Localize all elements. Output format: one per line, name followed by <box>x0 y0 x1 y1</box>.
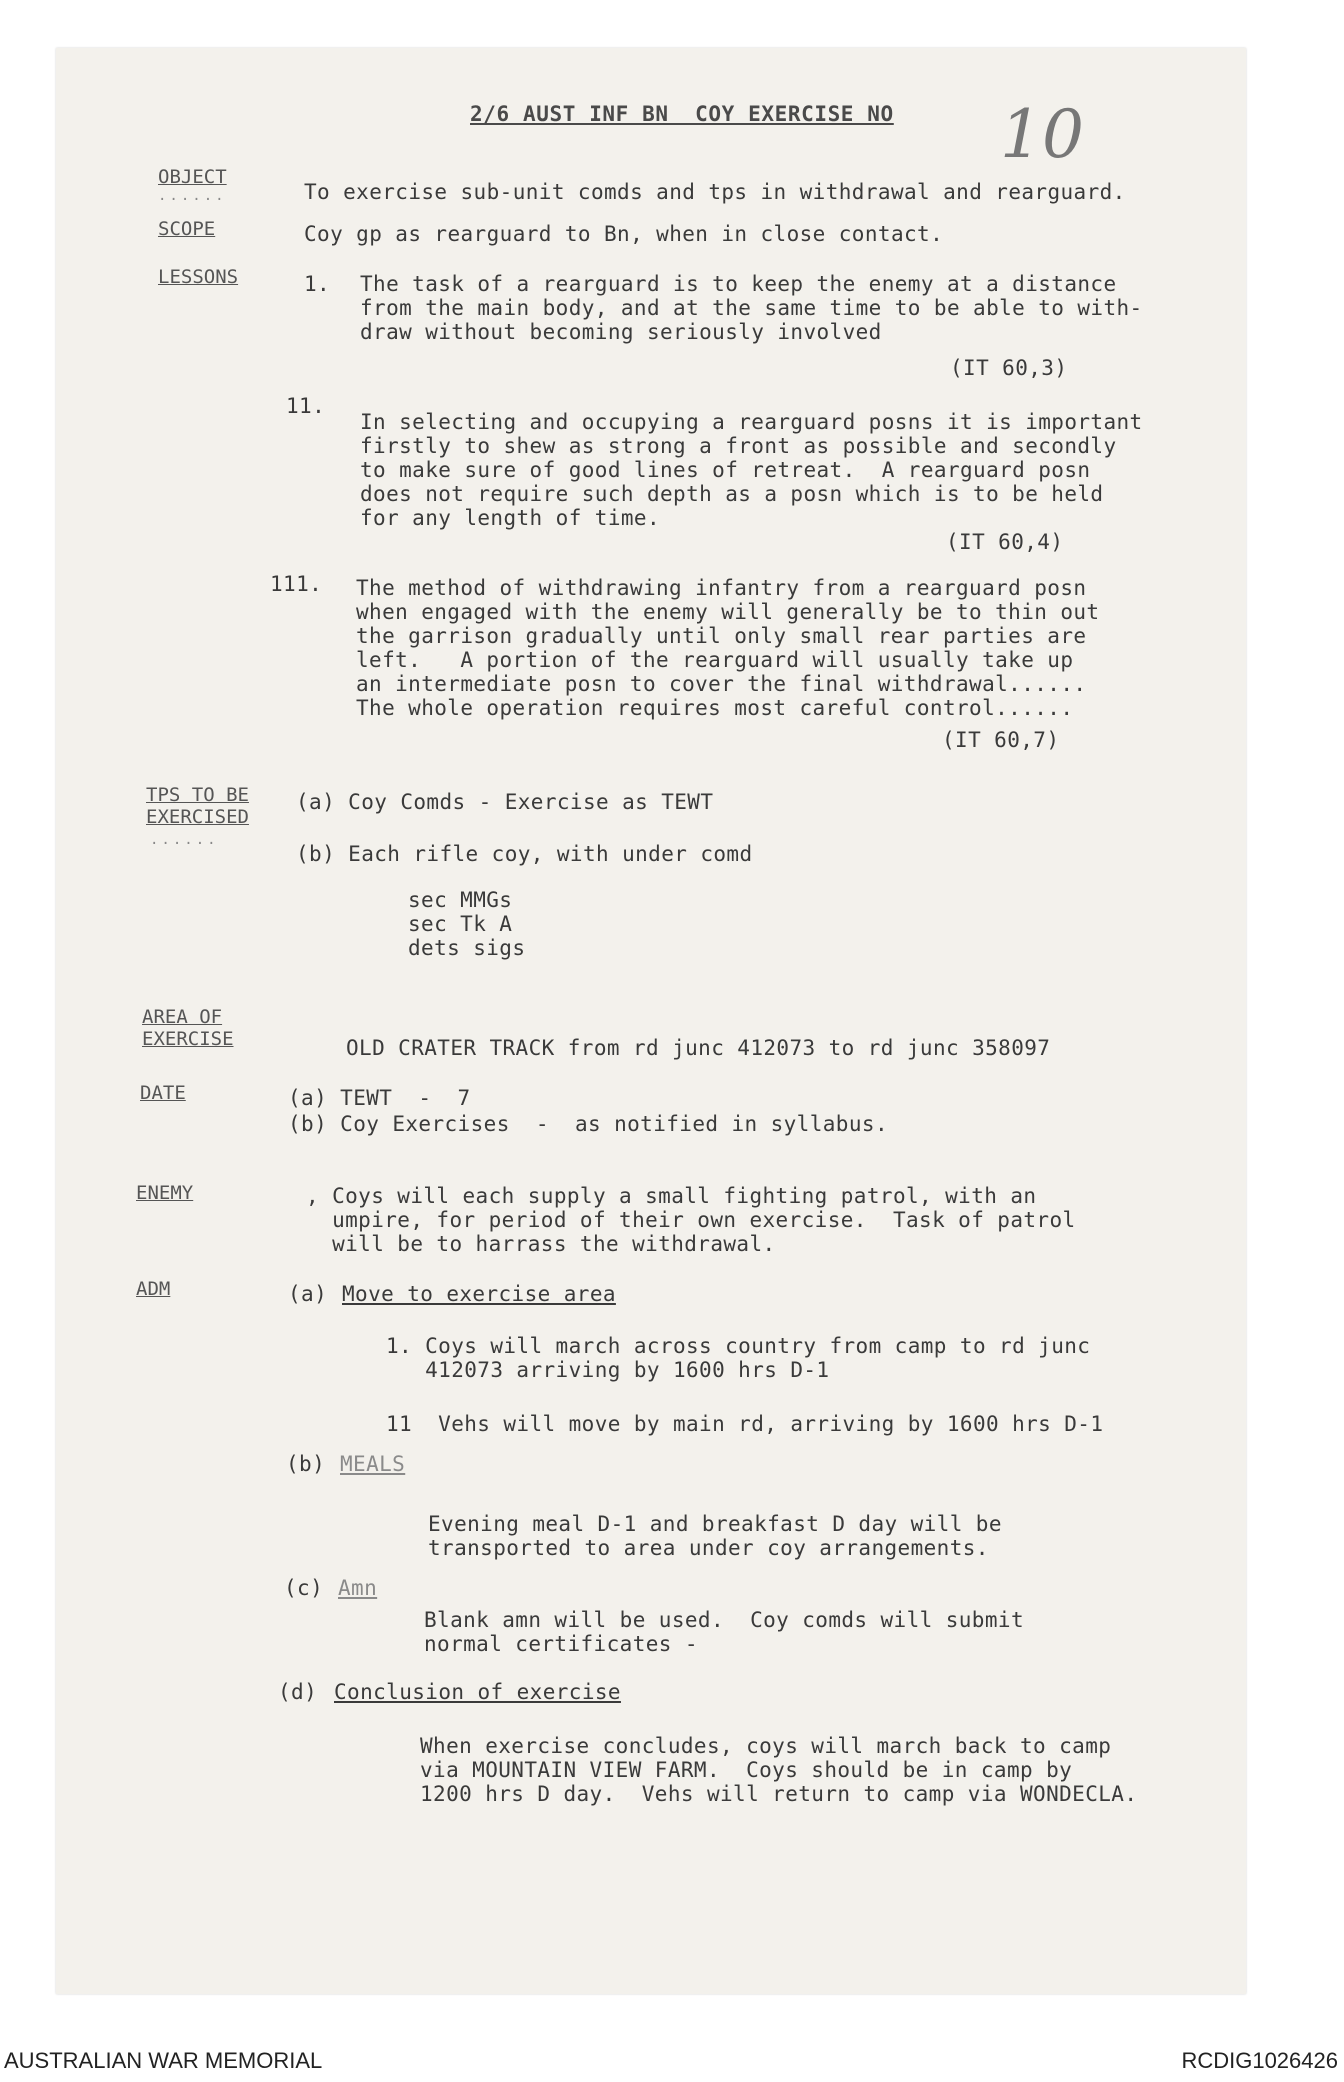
adm-a-item-11: 11 Vehs will move by main rd, arriving by 1600 hrs D-1 <box>386 1412 1104 1436</box>
area-label: EXERCISE <box>142 1028 234 1050</box>
adm-d-text: When exercise concludes, coys will march back to camp via MOUNTAIN VIEW FARM. Coys should be in camp by 1200 hrs D day. Vehs will return to camp via WONDECLA. <box>420 1734 1138 1806</box>
object-label: OBJECT <box>158 166 227 188</box>
adm-d-number: (d) <box>278 1680 318 1704</box>
divider-dots: ...... <box>150 832 219 848</box>
adm-b-text: Evening meal D-1 and breakfast D day will be transported to area under coy arrangements. <box>428 1512 1002 1560</box>
date-label: DATE <box>140 1082 186 1104</box>
object-text: To exercise sub-unit comds and tps in withdrawal and rearguard. <box>304 180 1126 204</box>
lessons-label: LESSONS <box>158 266 239 288</box>
enemy-text: , Coys will each supply a small fighting patrol, with an umpire, for period of their own exercise. Task of patrol will be to harrass the withdrawal. <box>306 1184 1076 1256</box>
enemy-label: ENEMY <box>136 1182 194 1204</box>
footer-reference-id: RCDIG1026426 <box>1181 2048 1338 2073</box>
adm-a-title: Move to exercise area <box>342 1282 616 1306</box>
lesson-text: The method of withdrawing infantry from a rearguard posn when engaged with the enemy will generally be to thin out the garrison gradually until only small rear parties are left. A portion of the rearguard will usually take up an intermediate posn to cover the final withdrawal...... The whole operation requires most careful control...... <box>356 576 1100 720</box>
document-title: 2/6 AUST INF BN COY EXERCISE NO <box>470 102 894 126</box>
date-item-a: (a) TEWT - 7 <box>288 1086 471 1110</box>
tps-sub-list: sec MMGs sec Tk A dets sigs <box>408 888 526 960</box>
adm-a-item-1: 1. Coys will march across country from camp to rd junc 412073 arriving by 1600 hrs D-1 <box>386 1334 1091 1382</box>
tps-label: TPS TO BE <box>146 784 249 806</box>
adm-a-number: (a) <box>288 1282 328 1306</box>
lesson-reference: (IT 60,3) <box>950 356 1068 380</box>
scope-label: SCOPE <box>158 218 216 240</box>
lesson-reference: (IT 60,4) <box>946 530 1064 554</box>
adm-d-title: Conclusion of exercise <box>334 1680 621 1704</box>
tps-item-b: (b) Each rifle coy, with under comd <box>296 842 753 866</box>
adm-b-title: MEALS <box>340 1452 406 1476</box>
lesson-text: The task of a rearguard is to keep the enemy at a distance from the main body, and at the same time to be able to with- draw without becoming seriously involved <box>360 272 1143 344</box>
adm-label: ADM <box>136 1278 171 1300</box>
tps-item-a: (a) Coy Comds - Exercise as TEWT <box>296 790 714 814</box>
date-item-b: (b) Coy Exercises - as notified in syllabus. <box>288 1112 888 1136</box>
footer-source: AUSTRALIAN WAR MEMORIAL <box>4 2048 323 2073</box>
handwritten-number: 10 <box>1000 96 1084 173</box>
lesson-number: 111. <box>270 572 323 596</box>
adm-c-title: Amn <box>338 1576 378 1600</box>
divider-dots: ...... <box>158 188 227 204</box>
lesson-text: In selecting and occupying a rearguard posns it is important firstly to shew as strong a front as possible and secondly to make sure of good lines of retreat. A rearguard posn does not require such depth as a posn which is to be held for any length of time. <box>360 410 1143 530</box>
lesson-number: 1. <box>304 272 331 296</box>
tps-label: EXERCISED <box>146 806 249 828</box>
adm-c-number: (c) <box>284 1576 324 1600</box>
lesson-number: 11. <box>286 394 326 418</box>
adm-c-text: Blank amn will be used. Coy comds will submit normal certificates - <box>424 1608 1024 1656</box>
lesson-reference: (IT 60,7) <box>942 728 1060 752</box>
scope-text: Coy gp as rearguard to Bn, when in close contact. <box>304 222 944 246</box>
area-text: OLD CRATER TRACK from rd junc 412073 to rd junc 358097 <box>346 1036 1051 1060</box>
adm-b-number: (b) <box>286 1452 326 1476</box>
area-label: AREA OF <box>142 1006 223 1028</box>
